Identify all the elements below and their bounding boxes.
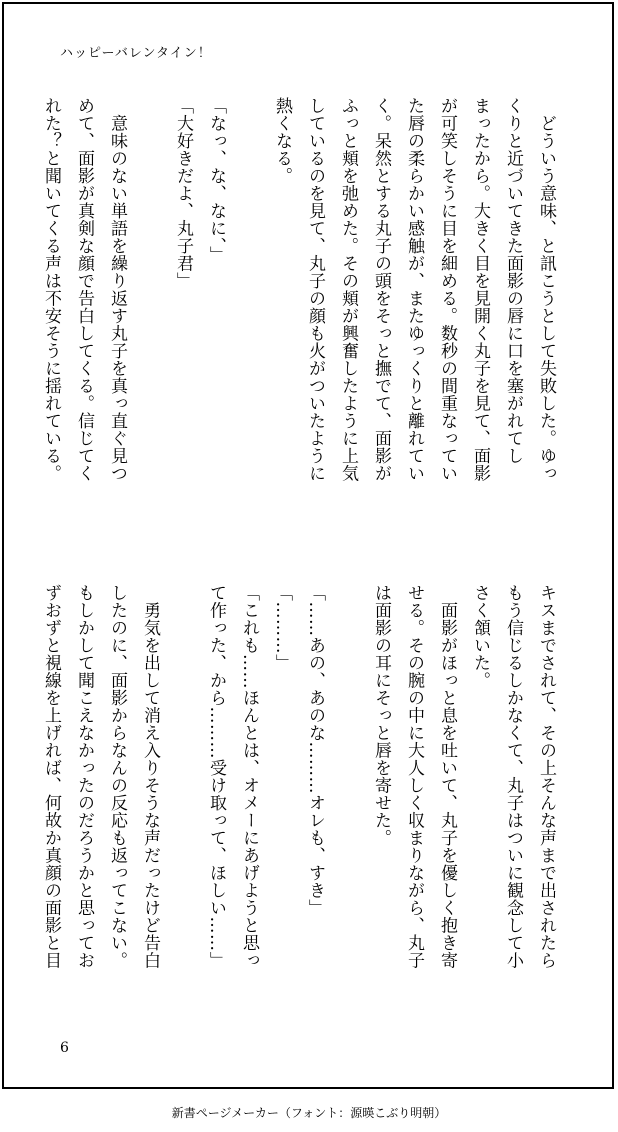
text-column: 熱くなる。 bbox=[272, 97, 292, 185]
text-block-bottom bbox=[41, 584, 562, 1016]
text-column: さく頷いた。 bbox=[470, 584, 490, 689]
text-block-top bbox=[41, 97, 562, 529]
text-column: ふっと頬を弛めた。その頬が興奮したように上気 bbox=[338, 97, 358, 482]
text-column: もう信じるしかなくて、丸子はついに観念して小 bbox=[503, 584, 523, 969]
text-column: 面影がほっと息を吐いて、丸子を優しく抱き寄 bbox=[437, 584, 457, 969]
blank-column bbox=[331, 584, 364, 1016]
dialogue-column: 「大好きだよ、丸子君」 bbox=[173, 97, 193, 290]
dialogue-column: て作った、から………受け取って、ほしい……」 bbox=[206, 584, 226, 969]
text-column: 勇気を出して消え入りそうな声だったけど告白 bbox=[140, 584, 160, 969]
text-column: が可笑しそうに目を細める。数秒の間重なってい bbox=[437, 97, 457, 482]
blank-column bbox=[133, 97, 166, 529]
text-column: しているのを見て、丸子の顔も火がついたように bbox=[305, 97, 325, 482]
text-column: まったから。大きく目を見開く丸子を見て、面影 bbox=[470, 97, 490, 482]
running-title: ハッピーバレンタイン！ bbox=[60, 46, 212, 61]
text-column: したのに、面影からなんの反応も返ってこない。 bbox=[107, 584, 127, 969]
text-column: 意味のない単語を繰り返す丸子を真っ直ぐ見つ bbox=[107, 97, 127, 482]
blank-column bbox=[232, 97, 265, 529]
text-column: もしかして聞こえなかったのだろうかと思ってお bbox=[74, 584, 94, 969]
footer-credit: 新書ページメーカー（フォント：源暎こぶり明朝） bbox=[171, 1106, 447, 1120]
dialogue-column: 「なっ、な、なに、」 bbox=[206, 97, 226, 264]
dialogue-column: 「これも……ほんとは、オメーにあげようと思っ bbox=[239, 584, 259, 969]
text-column: れた？と聞いてくる声は不安そうに揺れている。 bbox=[41, 97, 61, 482]
text-column: くりと近づいてきた面影の唇に口を塞がれてし bbox=[503, 97, 523, 465]
text-column: キスまでされて、その上そんな声まで出されたら bbox=[536, 584, 556, 969]
book-page bbox=[2, 2, 614, 1089]
text-column: ずおずと視線を上げれば、何故か真顔の面影と目 bbox=[41, 584, 61, 969]
blank-column bbox=[166, 584, 199, 1016]
dialogue-column: 「……あの、あのな………オレも、すき」 bbox=[305, 584, 325, 917]
text-column: どういう意味、と訊こうとして失敗した。ゆっ bbox=[536, 97, 556, 482]
text-column: めて、面影が真剣な顔で告白してくる。信じてく bbox=[74, 97, 94, 482]
text-column: せる。その腕の中に大人しく収まりながら、丸子 bbox=[404, 584, 424, 969]
text-column: た唇の柔らかい感触が、またゆっくりと離れてい bbox=[404, 97, 424, 482]
text-column: く。呆然とする丸子の頭をそっと撫でて、面影が bbox=[371, 97, 391, 482]
page-number: 6 bbox=[60, 1040, 69, 1056]
dialogue-column: 「………」 bbox=[272, 584, 292, 672]
text-column: は面影の耳にそっと唇を寄せた。 bbox=[371, 584, 391, 847]
